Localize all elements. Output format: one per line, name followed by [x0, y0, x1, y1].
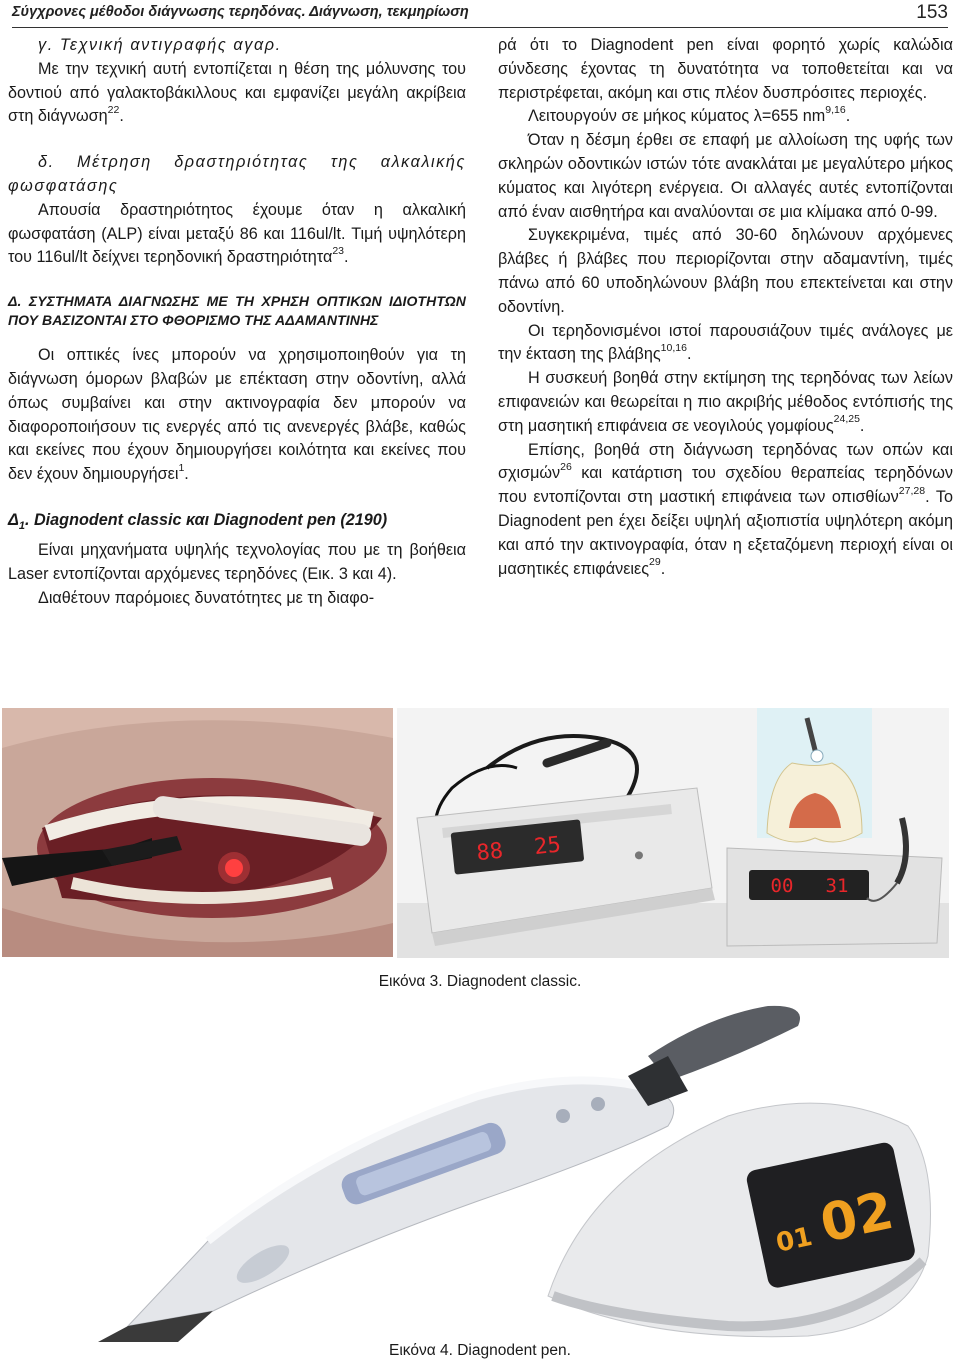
- diagnodent-pen-photo: [8, 996, 950, 1342]
- classic-display-left: 88: [475, 838, 505, 867]
- citation: 23: [332, 244, 345, 257]
- citation: 22: [107, 104, 120, 116]
- section-c-paragraph: Με την τεχνική αυτή εντοπίζεται η θέση της μόλυνσης του δοντιού από γαλακτοβάκιλλους και εμφανίζει μεγάλη ακρίβεια στη διάγνωση$^{22}$.: [8, 59, 466, 126]
- tooth-diagram: [757, 708, 872, 842]
- figure-4-photo: [8, 996, 950, 1342]
- classic-display-right: 25: [533, 832, 562, 861]
- mouth-photo: [2, 708, 393, 957]
- citation: 26: [560, 460, 572, 473]
- side-display: [749, 870, 869, 900]
- subsection-heading: $\Delta_1$. Diagnodent classic και Diagnodent pen (2190): [8, 510, 388, 533]
- side-display-right: 31: [825, 875, 849, 897]
- side-display-left: 00: [770, 875, 794, 897]
- pen-screen-small-value: 01: [773, 1221, 816, 1259]
- diagnodent-classic-photo: [397, 708, 949, 958]
- paragraph: Επίσης, βοηθά στη διάγνωση τερηδόνας των οπών και σχισμών$^{26}$ και κατάρτιση του σχεδίου θεραπείας τερηδόνων που εντοπίζονται στη μαστική επιφάνεια των οπισθίων$^{27,28}$. Το Diagnodent pen έχει δείξει υψηλή αξιοπιστία υψηλότερη ακόμη και από την ακτινογραφία, όταν η εξεταζόμενη περιοχή είναι οι μασητικές επιφάνειες$^{29}$.: [498, 440, 953, 578]
- pen-button-icon: [556, 1109, 570, 1123]
- citation: 9,16: [825, 104, 846, 116]
- subsection-paragraph: Είναι μηχανήματα υψηλής τεχνολογίας που με τη βοήθεια Laser εντοπίζονται αρχόμενες τερηδόνες (Εικ. 3 και 4).: [8, 540, 466, 583]
- figure-4-caption: Εικόνα 4. Diagnodent pen.: [389, 1342, 571, 1359]
- section-paragraph: Οι οπτικές ίνες μπορούν να χρησιμοποιηθούν για τη διάγνωση όμορων βλαβών με επέκταση στην οδοντίνη, αλλά όπως συμβαίνει και στην ακτινογραφία δεν μπορούν να διαφοροποιήσουν τις ενεργές από τις ανενεργές βλάβε, καθώς και εκείνες που έχουν δημιουργήσει κοιλότητα και εκείνες που δεν έχουν δημιουργήσει$^1$.: [8, 346, 466, 484]
- paragraph: Λειτουργούν σε μήκος κύματος λ=655 nm$^{9,16}$.: [528, 104, 851, 126]
- citation: 1: [178, 461, 185, 474]
- citation: 24,25: [833, 413, 860, 426]
- section-c-title: γ. Τεχνική αντιγραφής αγαρ.: [38, 36, 282, 54]
- paragraph: Οι τερηδονισμένοι ιστοί παρουσιάζουν τιμές ανάλογες με την έκταση της βλάβης$^{10,16}$.: [498, 321, 953, 364]
- figure-3-device-photo: [397, 708, 949, 958]
- section-d-paragraph: Απουσία δραστηριότητος έχουμε όταν η αλκαλική φωσφατάση (ALP) είναι μεταξύ 86 και 116ul/lt. Τιμή υψηλότερη του 116ul/lt δείχνει τερηδονική δραστηριότητα$^{23}$.: [8, 200, 466, 267]
- pen-screen-large-value: 02: [815, 1180, 899, 1255]
- left-column: [8, 34, 466, 610]
- paragraph: Συγκεκριμένα, τιμές από 30-60 δηλώνουν αρχόμενες βλάβες ή βλάβες που περιορίζονται στην αδαμαντίνη, τιμές πάνω από 60 υποδηλώνουν βλάβη που επεκτείνεται και στην οδοντίνη.: [498, 226, 953, 316]
- citation: 10,16: [660, 341, 687, 354]
- figure-3-mouth-photo: [2, 708, 393, 957]
- running-head: Σύγχρονες μέθοδοι διάγνωσης τερηδόνας. Διάγνωση, τεκμηρίωση: [12, 4, 469, 20]
- paragraph: ρά ότι το Diagnodent pen είναι φορητό χωρίς καλώδια σύνδεσης έχοντας τη δυνατότητα να τοποθετείται και να περιστρέφεται, ακόμη και στις πλέον δυσπρόσιτες περιοχές.: [498, 36, 953, 102]
- header-rule: [12, 27, 948, 28]
- citation: 27,28: [898, 484, 926, 497]
- page-header: [12, 0, 948, 22]
- right-column: [498, 34, 953, 581]
- paragraph: Όταν η δέσμη έρθει σε επαφή με αλλοίωση της υφής των σκληρών οδοντικών ιστών τότε ανακλάται με μεγαλύτερο μήκος κύματος και λιγότερη ενέργεια. Οι αλλαγές αυτές εντοπίζονται από έναν αισθητήρα και αναλύονται σε μια κλίμακα από 0-99.: [498, 131, 953, 221]
- pen-button-icon: [591, 1097, 605, 1111]
- paragraph: Η συσκευή βοηθά στην εκτίμηση της τερηδόνας των λείων επιφανειών και θεωρείται η πιο ακριβής μέθοδος εντόπισής της στη μασητική επιφάνεια σε νεογιλούς γομφίους$^{24,25}$.: [498, 369, 953, 435]
- subsection-paragraph-2: Διαθέτουν παρόμοιες δυνατότητες με τη διαφο-: [38, 588, 375, 607]
- section-d-title: δ. Μέτρηση δραστηριότητας της αλκαλικής φωσφατάσης: [8, 153, 466, 195]
- page-number: 153: [916, 2, 948, 23]
- figure-3-caption: Εικόνα 3. Diagnodent classic.: [378, 973, 582, 990]
- citation: 29: [649, 556, 661, 569]
- section-heading: Δ. ΣΥΣΤΗΜΑΤΑ ΔΙΑΓΝΩΣΗΣ ΜΕ ΤΗ ΧΡΗΣΗ ΟΠΤΙΚΩΝ ΙΔΙΟΤΗΤΩΝ ΠΟΥ ΒΑΣΙΖΟΝΤΑΙ ΣΤΟ ΦΘΟΡΙΣΜΟ ΤΗΣ ΑΔΑΜΑΝΤΙΝΗΣ: [8, 293, 466, 329]
